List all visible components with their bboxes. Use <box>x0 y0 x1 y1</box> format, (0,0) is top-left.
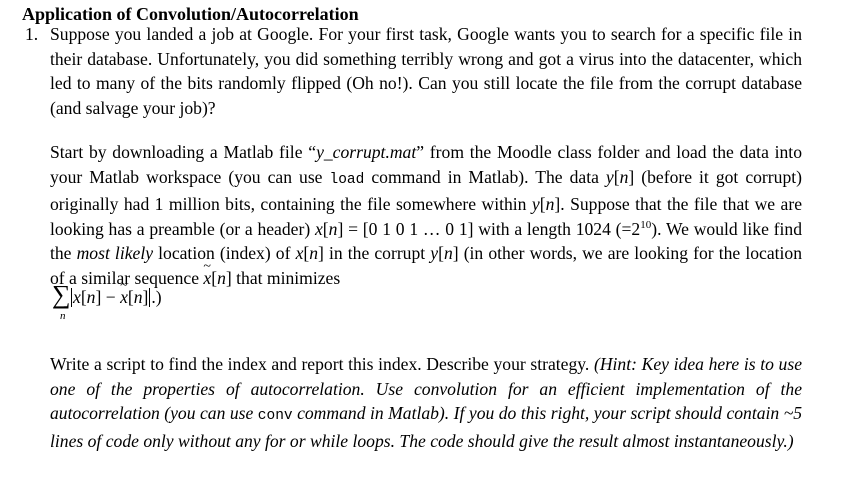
hint-text: command in Matlab). If you do this right, your script should contain ~5 lines of code only without any for or while loops. The code should give the result almost instantaneously.) <box>50 403 803 451</box>
filename: y_corrupt.mat <box>316 142 417 162</box>
formula-expression: x[n] − ~ x[n] .) <box>70 285 162 310</box>
math-x-tilde: ~ x <box>120 285 128 310</box>
math-n: n <box>309 243 319 264</box>
text-run: location (index) of <box>153 243 296 264</box>
math-y: y <box>531 194 540 215</box>
math-n: n <box>619 166 629 187</box>
text-run: that minimizes <box>231 267 341 288</box>
section-heading: Application of Convolution/Autocorrelation <box>22 4 359 24</box>
abs-bar <box>71 288 72 307</box>
text-run: (before it got corrupt) originally had 1 million bits, containing the file somewhere within <box>50 166 802 215</box>
text-run: . Suppose that the file that we are looking has a preamble (or a header) <box>50 194 803 239</box>
load-command: load <box>329 171 365 188</box>
instructions-paragraph: Start by downloading a Matlab file “y_corrupt.mat” from the Moodle class folder and load the data into your Matlab workspace (you can use load command in Matlab). The data y[n] (before it got corrupt) originally had 1 million bits, containing the file somewhere within y[n]. Suppose that the file that we are looking has a preamble (or a header) x[n] = [0 1 0 1 … 0 1] with a length 1024 $(=2^{10})$. We would like find the most likely location (index) of x[n] in the corrupt y[n] (in other words, we are looking for the location of a similar sequence ~ x[n] that minimizes <box>50 140 802 291</box>
exponent: 10 <box>640 218 652 231</box>
text-run: = [0 1 0 1 … 0 1] with a length 1024 (=2 <box>343 218 641 239</box>
text-run: Write a script to find the index and report this index. Describe your strategy. <box>50 354 594 374</box>
intro-paragraph: Suppose you landed a job at Google. For your first task, Google wants you to search for a specific file in their database. Unfortunately, you did something terribly wrong and got a virus into the datacenter, which led to many of the bits randomly flipped (Oh no!). Can you still locate the file from the corrupt database (and salvage your job)? <box>50 24 802 118</box>
summation-index: n <box>60 310 66 322</box>
text-run: (in other words, we are looking for the location of a similar sequence <box>50 243 802 288</box>
item-number: 1. <box>25 24 39 44</box>
minimization-formula <box>50 282 250 332</box>
formula-tail: .) <box>151 287 162 307</box>
math-y: y <box>605 166 614 187</box>
math-n: n <box>545 194 555 215</box>
text-run: ” from the Moodle class folder and load the data into your Matlab workspace (you can use <box>50 142 802 187</box>
math-x: x <box>73 287 81 307</box>
math-x: x <box>295 243 304 264</box>
text-run: Start by downloading a Matlab file “ <box>50 142 317 162</box>
math-n: n <box>328 218 338 239</box>
math-n: n <box>443 243 453 264</box>
math-x: x <box>314 218 323 239</box>
math-n: n <box>133 287 143 307</box>
conv-command: conv <box>257 408 293 425</box>
text-run: in the corrupt <box>323 243 431 264</box>
text-run: ). We would like find the <box>50 218 802 264</box>
math-n: n <box>86 287 96 307</box>
summation-symbol: ∑ <box>52 280 71 309</box>
minus-sign: − <box>101 287 121 307</box>
text-run: command in Matlab). The data <box>364 166 606 187</box>
task-paragraph <box>50 352 802 453</box>
math-n: n <box>217 267 226 288</box>
hint-text: (Hint: Key idea here is to use one of the properties of autocorrelation. Use convolution for an efficient implementation of the autocorrelation (you can use <box>50 354 803 424</box>
math-x-tilde: ~ x <box>203 266 211 291</box>
math-y: y <box>430 243 439 264</box>
emphasis-most-likely: most likely <box>76 243 154 264</box>
